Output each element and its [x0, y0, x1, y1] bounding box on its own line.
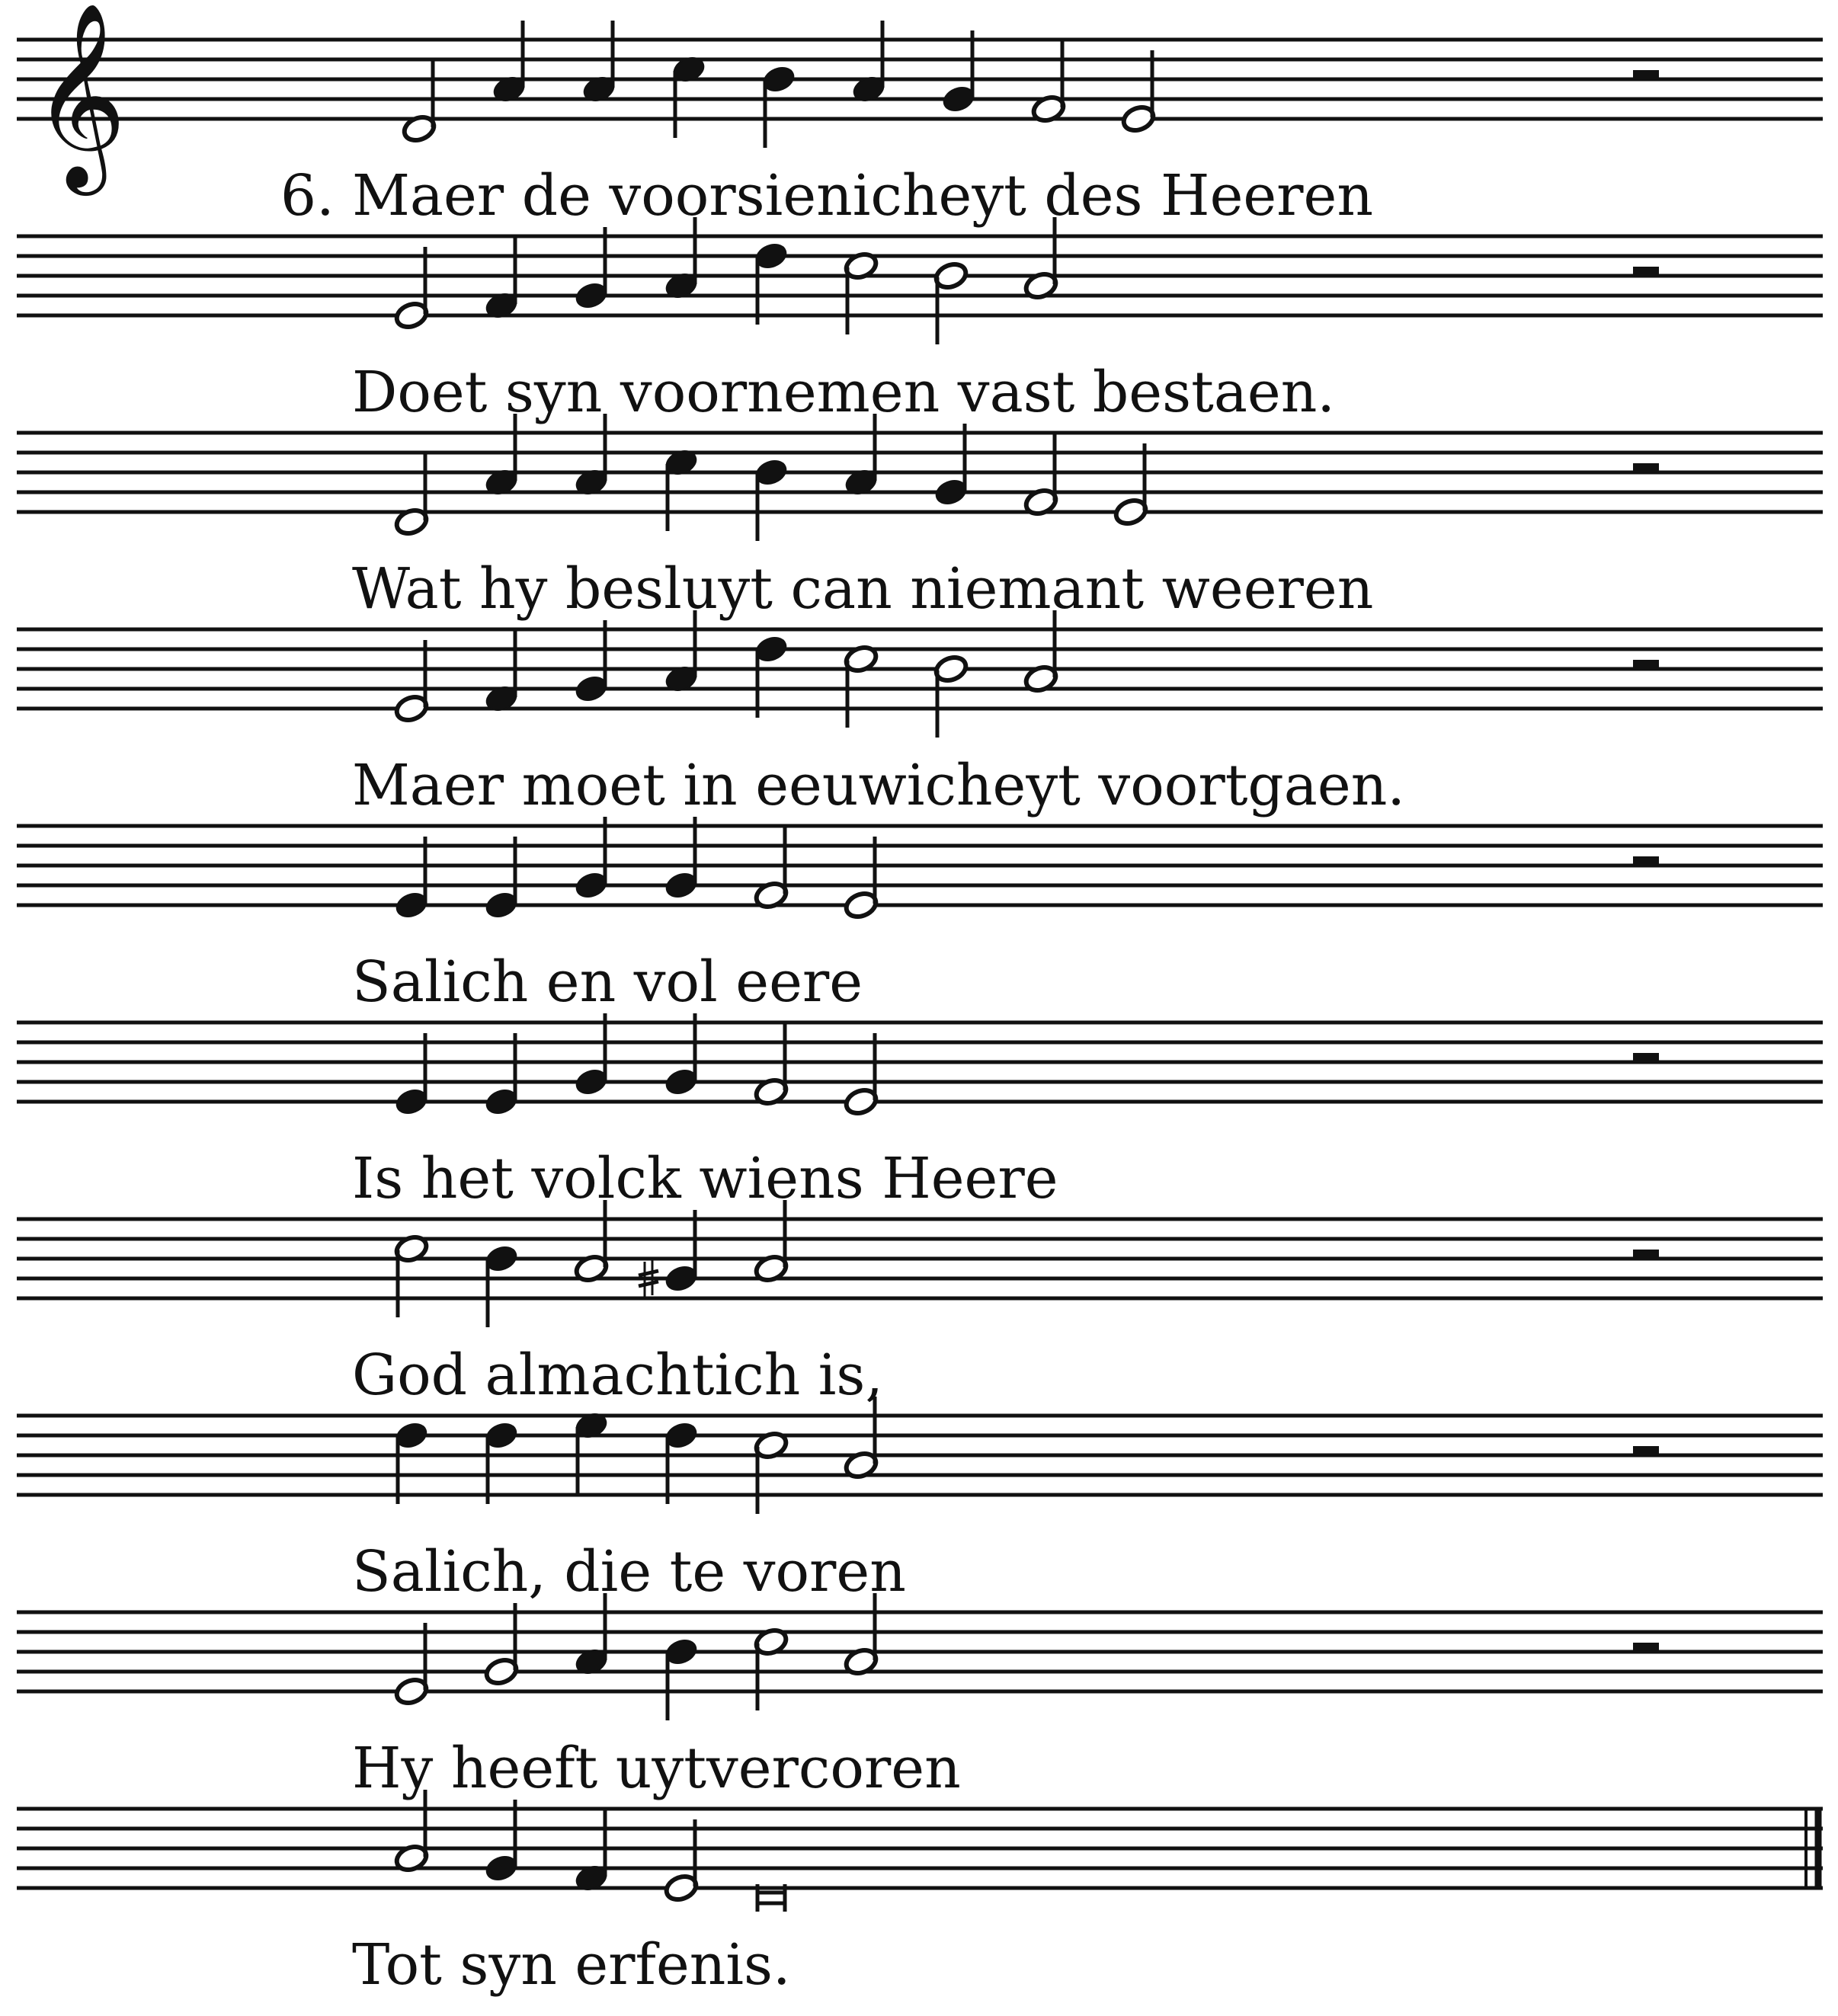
half-rest	[1633, 856, 1659, 866]
note	[753, 827, 789, 910]
note	[843, 414, 879, 498]
staff-system	[17, 1013, 1823, 1211]
note	[1023, 434, 1059, 517]
note	[573, 414, 610, 498]
note	[483, 630, 520, 714]
staff-system	[17, 1593, 1823, 1801]
note	[663, 447, 700, 531]
lyric-line: 6. Maer de voorsienicheyt des Heeren	[280, 163, 1374, 229]
half-rest	[1633, 1446, 1659, 1455]
note	[393, 1790, 430, 1874]
sharp-icon	[639, 1282, 658, 1286]
note	[663, 1420, 700, 1504]
note	[483, 1420, 520, 1504]
staff-system	[17, 414, 1823, 622]
note	[843, 1033, 879, 1117]
note	[940, 30, 977, 114]
note	[573, 1013, 610, 1097]
staff-system	[17, 610, 1823, 818]
note	[393, 640, 430, 724]
note	[491, 21, 527, 104]
note	[663, 1013, 700, 1097]
half-rest	[1633, 1250, 1659, 1259]
note	[483, 1243, 520, 1327]
note	[753, 241, 789, 325]
note	[573, 227, 610, 311]
half-rest	[1633, 1643, 1659, 1652]
note	[843, 1397, 879, 1480]
note	[933, 261, 969, 344]
note	[393, 1033, 430, 1117]
note	[1120, 50, 1157, 134]
note	[933, 424, 969, 507]
note	[483, 414, 520, 498]
lyric-line: Is het volck wiens Heere	[352, 1146, 1058, 1211]
note	[843, 251, 879, 334]
note	[1023, 610, 1059, 694]
staff-system	[17, 1790, 1823, 1998]
note	[753, 1200, 789, 1284]
note	[393, 1234, 430, 1317]
note	[843, 1593, 879, 1677]
staff-system	[17, 1397, 1823, 1605]
lyric-line: Salich, die te voren	[352, 1539, 906, 1605]
note	[393, 1420, 430, 1504]
note	[850, 21, 887, 104]
staff-system	[17, 817, 1823, 1015]
note	[581, 21, 617, 104]
note	[483, 837, 520, 920]
note	[483, 1033, 520, 1117]
lyric-line: Tot syn erfenis.	[352, 1932, 791, 1998]
note	[663, 1637, 700, 1720]
note	[1113, 443, 1149, 527]
note	[393, 837, 430, 920]
note	[933, 654, 969, 738]
note	[760, 64, 797, 148]
note	[573, 817, 610, 901]
note	[573, 1200, 610, 1284]
note	[483, 237, 520, 321]
note	[1030, 40, 1067, 124]
note	[573, 1593, 610, 1677]
note	[753, 1430, 789, 1514]
note	[393, 247, 430, 331]
breve-note-head	[757, 1893, 785, 1903]
sharp-icon	[639, 1271, 658, 1275]
lyric-line: Doet syn voornemen vast bestaen.	[352, 360, 1335, 425]
note	[753, 1627, 789, 1710]
note	[573, 1810, 610, 1893]
note	[573, 1410, 610, 1494]
lyric-line: Maer moet in eeuwicheyt voortgaen.	[352, 753, 1405, 818]
note	[663, 1819, 700, 1903]
lyric-line: God almachtich is,	[352, 1342, 883, 1408]
note	[663, 817, 700, 901]
note	[401, 60, 437, 144]
half-rest	[1633, 70, 1659, 79]
note	[843, 837, 879, 920]
half-rest	[1633, 660, 1659, 669]
half-rest	[1633, 267, 1659, 276]
note	[671, 54, 707, 138]
note	[639, 1210, 700, 1298]
lyric-line: Hy heeft uytvercoren	[352, 1736, 961, 1801]
note	[753, 634, 789, 718]
half-rest	[1633, 1053, 1659, 1062]
treble-clef-icon: 𝄞	[32, 1, 127, 187]
note	[663, 217, 700, 301]
note	[663, 610, 700, 694]
lyric-line: Salich en vol eere	[352, 949, 863, 1015]
note	[573, 620, 610, 704]
note	[1023, 217, 1059, 301]
note	[393, 1623, 430, 1707]
note	[483, 1603, 520, 1687]
staff-system	[17, 217, 1823, 425]
note	[753, 1023, 789, 1107]
note	[753, 457, 789, 541]
staff-system	[17, 1, 1823, 229]
staff-system	[17, 1200, 1823, 1408]
note	[393, 453, 430, 537]
half-rest	[1633, 463, 1659, 472]
lyric-line: Wat hy besluyt can niemant weeren	[352, 556, 1374, 622]
note	[843, 644, 879, 728]
note	[483, 1800, 520, 1883]
